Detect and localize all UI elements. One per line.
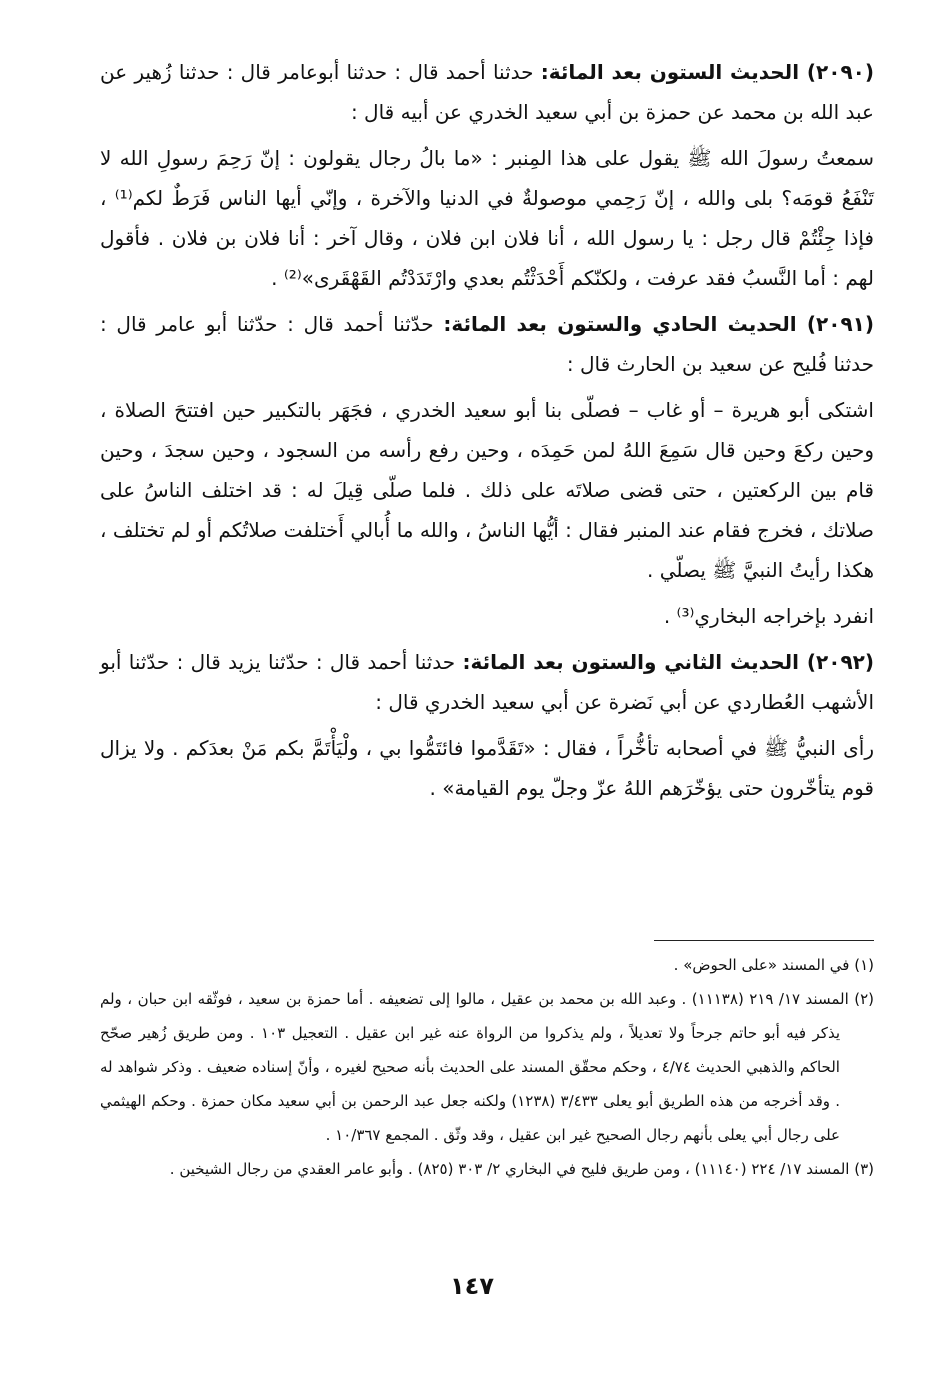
- hadith-2091-isnad-paragraph: [100, 304, 874, 384]
- hadith-2092-isnad: حدثنا أحمد قال : حدّثنا يزيد قال : حدّثنا أبو الأشهب العُطاردي عن أبي نَضرة عن أبي سعيد الخدري قال :: [100, 650, 874, 714]
- page-number: ١٤٧: [450, 1272, 494, 1300]
- hadith-2090-isnad-paragraph: [100, 52, 874, 132]
- footnote-3: (٣) المسند ١٧/ ٢٢٤ (١١١٤٠) ، ومن طريق فليح في البخاري ٢/ ٣٠٣ (٨٢٥) . وأبو عامر العقدي من رجال الشيخين .: [169, 1160, 874, 1178]
- footnote-1: (١) في المسند «على الحوض» .: [673, 956, 874, 974]
- hadith-2091-matn: اشتكى أبو هريرة – أو غاب – فصلّى بنا أبو سعيد الخدري ، فجَهَر بالتكبير حين افتتحَ الصلاة ، وحين ركعَ وحين قال سَمِعَ اللهُ لمن حَمِدَه ، وحين رفع رأسه من السجود ، وحين سجدَ ، وحين قام بين الركعتين ، حتى قضى صلاتَه على ذلك . فلما صلّى قِيلَ له : قد اختلف الناسُ على صلاتك ، فخرج فقام عند المنبر فقال : أيُّها الناسُ ، والله ما أُبالي أَختلفت صلاتُكم أو لم تختلف ، هكذا رأيتُ النبيَّ ﷺ يصلّي .: [100, 398, 874, 582]
- hadith-2090-matn: سمعتُ رسولَ الله ﷺ يقول على هذا المِنبر : «ما بالُ رجال يقولون : إنّ رَحِمَ رسولِ الله لا تَنْفَعُ قومَه؟ بلى والله ، إنّ رَحِمي موصولةٌ في الدنيا والآخرة ، وإنّي أيها الناس فَرَطٌ لكم⁽¹⁾ ، فإذا جِئْتُمْ قال رجل : يا رسول الله ، أنا فلان ابن فلان ، وقال آخر : أنا فلان بن فلان . فأقول لهم : أما النَّسبُ فقد عرفت ، ولكنّكم أَحْدَثْتُم بعدي وارْتَدَدْتُم القَهْقَرى»⁽²⁾ .: [100, 146, 874, 290]
- hadith-2090-heading: (٢٠٩٠) الحديث الستون بعد المائة:: [540, 60, 874, 84]
- hadith-2091-note: انفرد بإخراجه البخاري⁽³⁾ .: [663, 604, 874, 628]
- hadith-2091-heading: (٢٠٩١) الحديث الحادي والستون بعد المائة:: [443, 312, 874, 336]
- footnote-2: (٢) المسند ١٧/ ٢١٩ (١١١٣٨) . وعبد الله بن محمد بن عقيل ، مالوا إلى تضعيفه . أما حمزة بن سعيد ، فوثّقه ابن حبان ، ولم يذكر فيه أبو حاتم جرحاً ولا تعديلاً ، ولم يذكروا من الرواة عنه غير ابن عقيل . التعجيل ١٠٣ . ومن طريق زُهير صحّح الحاكم والذهبي الحديث ٤/٧٤ ، وحكم محقّق المسند على الحديث بأنه صحيح لغيره ، وأنّ إسناده ضعيف . وذكر شواهد له . وقد أخرجه من هذه الطريق أبو يعلى ٣/٤٣٣ (١٢٣٨) ولكنه جعل عبد الرحمن بن أبي سعيد مكان حمزة . وحكم الهيثمي على رجال أبي يعلى بأنهم رجال الصحيح غير ابن عقيل ، وقد وثّق . المجمع ١٠/٣٦٧ .: [100, 990, 874, 1144]
- main-text: [100, 52, 874, 808]
- hadith-2090-isnad: حدثنا أحمد قال : حدثنا أبوعامر قال : حدثنا زُهير عن عبد الله بن محمد عن حمزة بن أبي سعيد الخدري عن أبيه قال :: [100, 60, 874, 124]
- footnotes: [100, 948, 874, 1186]
- hadith-2092-heading: (٢٠٩٢) الحديث الثاني والستون بعد المائة:: [462, 650, 874, 674]
- hadith-2092-matn: رأى النبيُّ ﷺ في أصحابه تأخُّراً ، فقال : «تَقَدَّموا فائتَمُّوا بي ، ولْيَأْتَمَّ بكم مَنْ بعدَكم . ولا يزال قوم يتأخّرون حتى يؤخّرَهم اللهُ عزّ وجلّ يوم القيامة» .: [100, 736, 874, 800]
- hadith-2091-isnad: حدّثنا أحمد قال : حدّثنا أبو عامر قال : حدثنا فُليح عن سعيد بن الحارث قال :: [100, 312, 874, 376]
- footnote-separator: [654, 940, 874, 941]
- hadith-2092-isnad-paragraph: [100, 642, 874, 722]
